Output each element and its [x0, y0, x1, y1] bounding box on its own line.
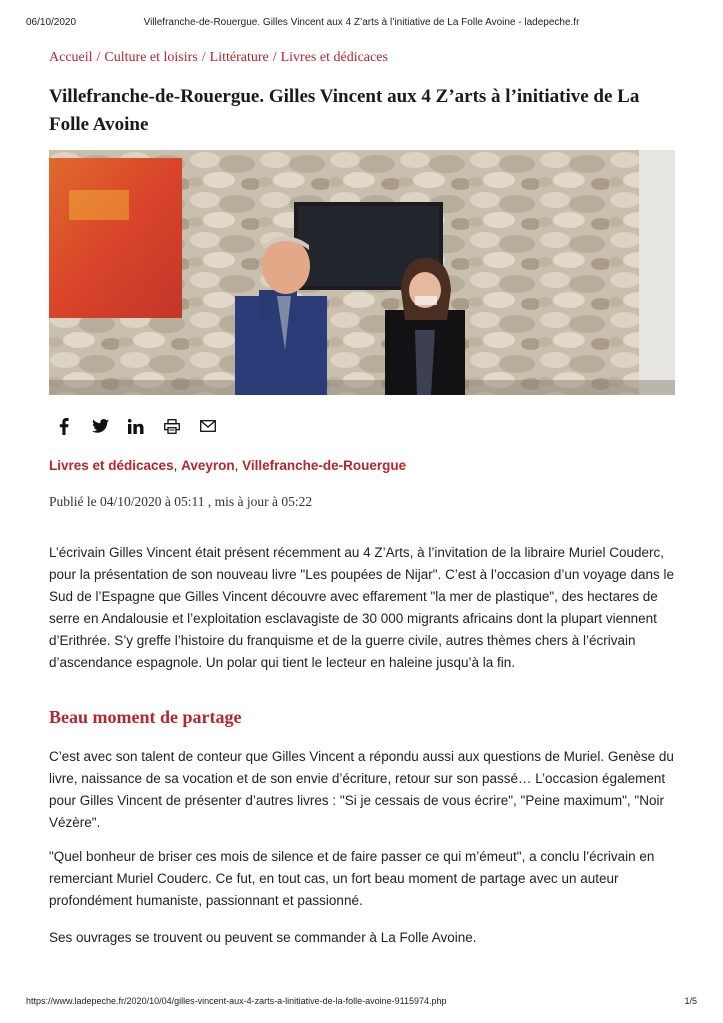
share-bar: [55, 415, 217, 437]
facebook-icon[interactable]: [55, 416, 73, 436]
tag-link[interactable]: Aveyron: [181, 458, 235, 473]
breadcrumb-separator: /: [201, 50, 206, 65]
article-paragraph: Ses ouvrages se trouvent ou peuvent se commander à La Folle Avoine.: [49, 930, 477, 945]
article-subheading: Beau moment de partage: [49, 707, 242, 727]
breadcrumb-separator: /: [272, 50, 277, 65]
article-paragraph: C’est avec son talent de conteur que Gilles Vincent a répondu aussi aux questions de Muriel. Genèse du livre, naissance de sa vocation et de son envie d’écriture, retour sur son passé… L’occasion également pour Gilles Vincent de présenter d’autres livres : "Si je cessais de vous écrire", "Peine maximum", "Noir Vézère".: [49, 749, 674, 830]
breadcrumb-books[interactable]: Livres et dédicaces: [280, 50, 388, 65]
breadcrumb-culture[interactable]: Culture et loisirs: [104, 50, 198, 65]
breadcrumb-home[interactable]: Accueil: [49, 50, 93, 65]
linkedin-icon[interactable]: [127, 416, 145, 436]
article-title: Villefranche-de-Rouergue. Gilles Vincent aux 4 Z’arts à l’initiative de La Folle Avoine: [49, 86, 640, 135]
print-url: https://www.ladepeche.fr/2020/10/04/gilles-vincent-aux-4-zarts-a-linitiative-de-la-folle-avoine-9115974.php: [26, 996, 447, 1006]
mail-icon[interactable]: [199, 416, 217, 436]
tag-link[interactable]: Villefranche-de-Rouergue: [242, 458, 407, 473]
article-paragraph: "Quel bonheur de briser ces mois de silence et de faire passer ce qui m’émeut", a conclu l’écrivain en remerciant Muriel Couderc. Ce fut, en tout cas, un fort beau moment de partage avec un auteur profondément humaniste, passionnant et passionné.: [49, 849, 655, 908]
breadcrumb: [49, 50, 388, 66]
article-photo: [49, 150, 675, 395]
publication-date: Publié le 04/10/2020 à 05:11 , mis à jour à 05:22: [49, 494, 313, 509]
article-tags: Livres et dédicaces, Aveyron, Villefranche-de-Rouergue: [49, 458, 407, 473]
breadcrumb-separator: /: [96, 50, 101, 65]
print-document-title: Villefranche-de-Rouergue. Gilles Vincent aux 4 Z’arts à l’initiative de La Folle Avoine - ladepeche.fr: [143, 17, 580, 28]
breadcrumb-literature[interactable]: Littérature: [209, 50, 269, 65]
tag-link[interactable]: Livres et dédicaces: [49, 458, 174, 473]
print-icon[interactable]: [163, 416, 181, 436]
page-number: 1/5: [684, 996, 697, 1006]
print-date: 06/10/2020: [26, 17, 77, 28]
article-paragraph: L’écrivain Gilles Vincent était présent récemment au 4 Z’Arts, à l’invitation de la libraire Muriel Couderc, pour la présentation de son nouveau livre "Les poupées de Nijar". C’est à l’occasion d’un voyage dans le Sud de l’Espagne que Gilles Vincent découvre avec effarement "la mer de plastique", des hectares de serre en Andalousie et l’exploitation esclavagiste de 30 000 migrants africains dont la plupart viennent d’Erithrée. S’y greffe l’histoire du franquisme et de la guerre civile, autres thèmes chers à l’écrivain d’ascendance espagnole. Un polar qui tient le lecteur en haleine jusqu’à la fin.: [49, 545, 674, 670]
print-footer: [26, 996, 697, 1010]
twitter-icon[interactable]: [91, 416, 109, 436]
print-header: [26, 17, 697, 31]
